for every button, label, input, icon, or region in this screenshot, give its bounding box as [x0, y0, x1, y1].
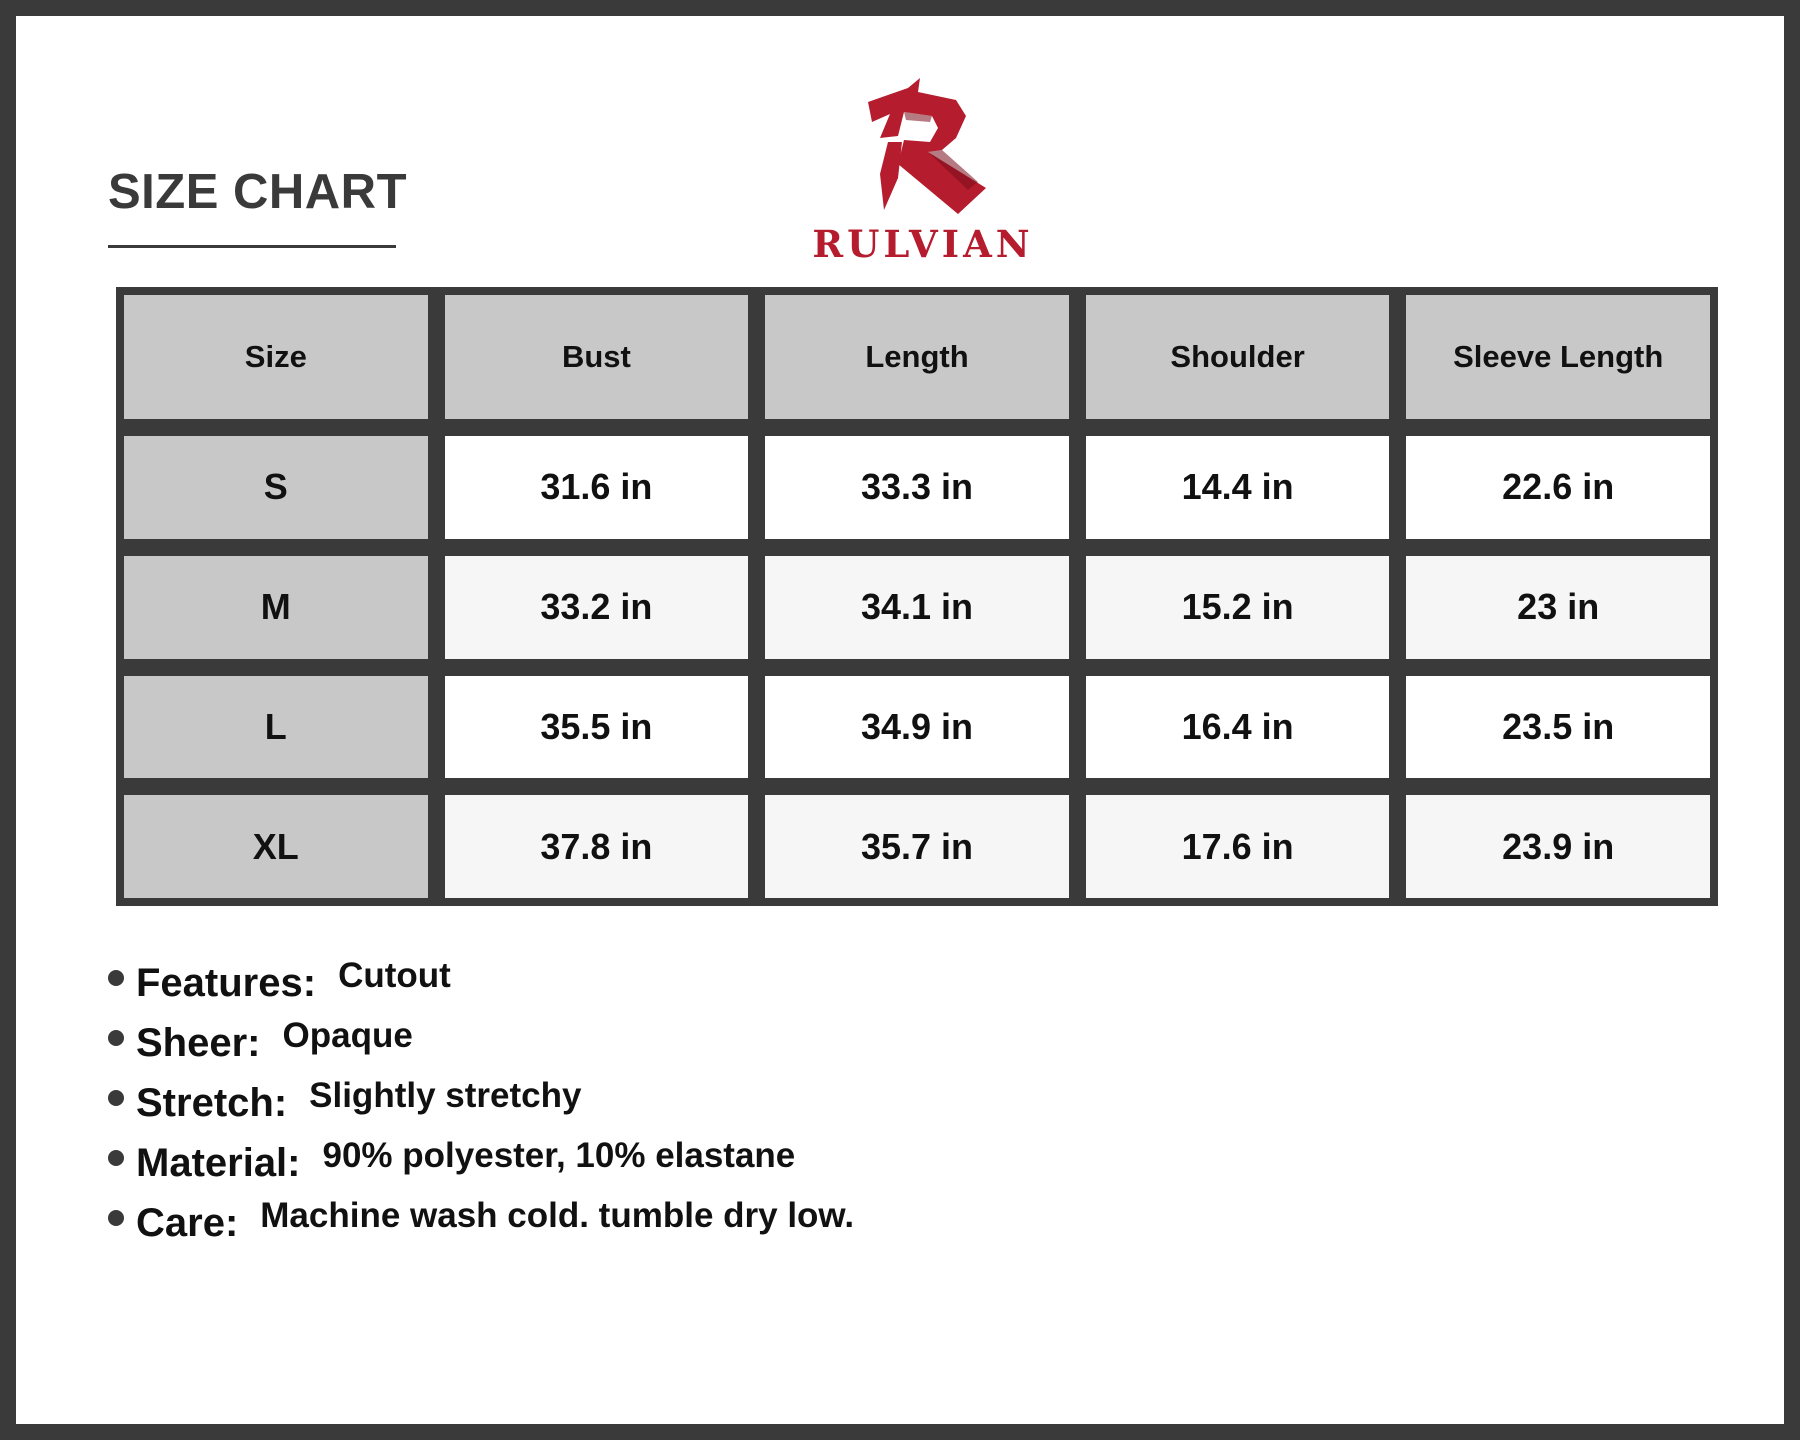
size-label: S: [124, 436, 428, 539]
table-cell: 14.4 in: [1086, 436, 1390, 539]
table-cell: 37.8 in: [445, 795, 749, 898]
table-cell: 31.6 in: [445, 436, 749, 539]
list-item: [108, 953, 854, 1013]
detail-value: Cutout: [338, 956, 451, 995]
table-cell: 35.7 in: [765, 795, 1069, 898]
bullet-icon: [108, 970, 124, 986]
column-header: Length: [765, 295, 1069, 419]
table-cell: 23.9 in: [1406, 795, 1710, 898]
page-title: SIZE CHART: [108, 165, 407, 219]
column-header: Size: [124, 295, 428, 419]
bullet-icon: [108, 1090, 124, 1106]
table-cell: 16.4 in: [1086, 676, 1390, 779]
table-cell: 22.6 in: [1406, 436, 1710, 539]
detail-value: 90% polyester, 10% elastane: [322, 1136, 796, 1175]
column-header: Sleeve Length: [1406, 295, 1710, 419]
table-cell: 23 in: [1406, 556, 1710, 659]
detail-value: Machine wash cold. tumble dry low.: [260, 1196, 855, 1235]
table-cell: 23.5 in: [1406, 676, 1710, 779]
table-cell: 34.9 in: [765, 676, 1069, 779]
list-item: [108, 1073, 854, 1133]
table-cell: 17.6 in: [1086, 795, 1390, 898]
title-underline: [108, 245, 396, 248]
bullet-icon: [108, 1150, 124, 1166]
table-cell: 34.1 in: [765, 556, 1069, 659]
r-logo-icon: [858, 78, 988, 214]
detail-label: Care:: [136, 1201, 239, 1245]
table-cell: 33.2 in: [445, 556, 749, 659]
column-header: Shoulder: [1086, 295, 1390, 419]
product-details-list: [108, 953, 854, 1253]
table-cell: 15.2 in: [1086, 556, 1390, 659]
detail-label: Sheer:: [136, 1021, 261, 1065]
size-label: XL: [124, 795, 428, 898]
table-cell: 35.5 in: [445, 676, 749, 779]
table-cell: 33.3 in: [765, 436, 1069, 539]
detail-label: Features:: [136, 961, 317, 1005]
detail-value: Slightly stretchy: [309, 1076, 582, 1115]
size-label: L: [124, 676, 428, 779]
bullet-icon: [108, 1030, 124, 1046]
brand-name: RULVIAN: [812, 222, 1034, 266]
list-item: [108, 1133, 854, 1193]
brand-logo: [788, 78, 1058, 268]
column-header: Bust: [445, 295, 749, 419]
list-item: [108, 1193, 854, 1253]
size-table: [116, 287, 1718, 906]
detail-label: Material:: [136, 1141, 301, 1185]
detail-label: Stretch:: [136, 1081, 288, 1125]
size-label: M: [124, 556, 428, 659]
detail-value: Opaque: [282, 1016, 413, 1055]
bullet-icon: [108, 1210, 124, 1226]
list-item: [108, 1013, 854, 1073]
